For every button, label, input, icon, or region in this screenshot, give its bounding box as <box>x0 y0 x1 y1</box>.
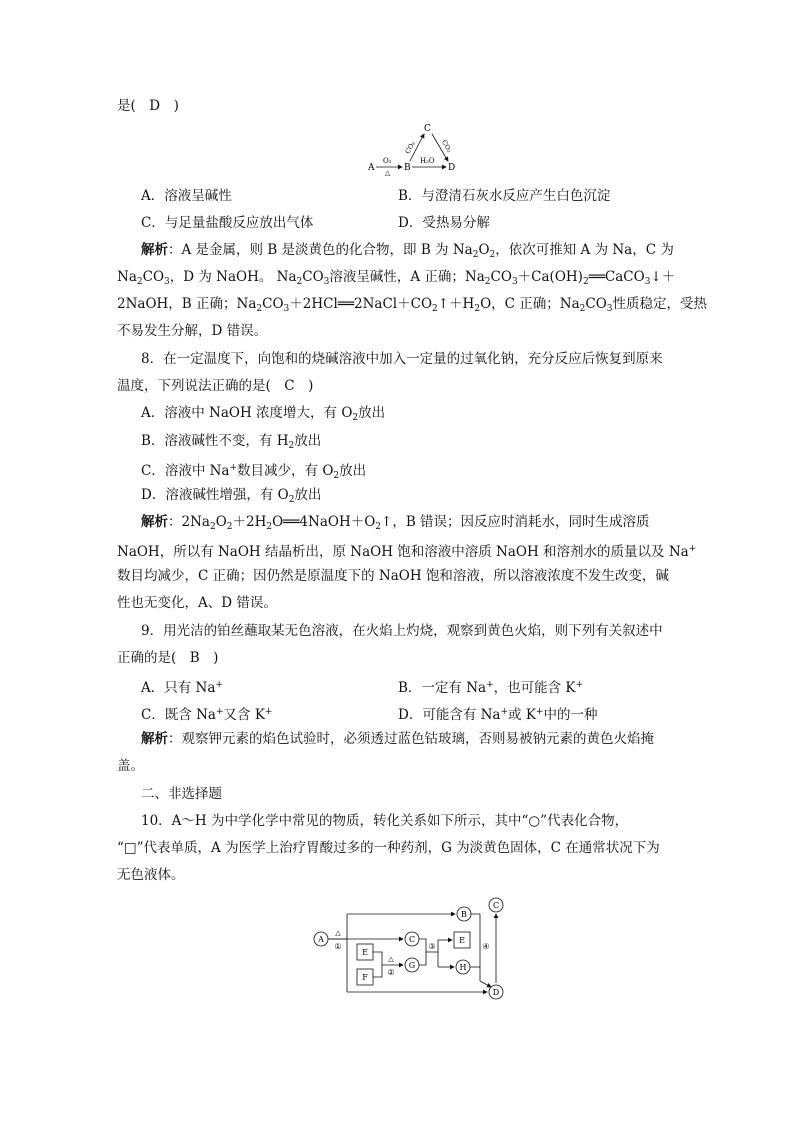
q8-stem-line-1: 8．在一定温度下，向饱和的烧碱溶液中加入一定量的过氧化钠，充分反应后恢复到原来 <box>141 351 663 367</box>
q10-line-to-d-from-b <box>471 914 480 981</box>
q9-analysis-line-2: 盖。 <box>117 758 144 774</box>
q10-label-num-4: ④ <box>482 942 490 951</box>
q7-stem-tail: 是( D ) <box>117 98 179 114</box>
q10-node-f: F <box>362 973 368 982</box>
q10-label-heat-2: △ <box>388 955 394 963</box>
q7-analysis-line-2: $Na_2CO_3$，D 为 NaOH。 $Na_2CO_3$溶液呈碱性，A 正确；$Na_2CO_3+Ca(OH)_2══CaCO_3↓+$ <box>117 269 676 287</box>
q10-label-num-1: ① <box>334 942 342 951</box>
q9-analysis-label: 解析 <box>141 731 168 747</box>
q10-stem-line-1: 10．A～H 为中学化学中常见的物质，转化关系如下所示，其中“○”代表化合物， <box>141 813 629 829</box>
q7-analysis-line-1: 解析：A 是金属，则 B 是淡黄色的化合物，即 B 为 $Na_2O_2$，依次可推知 A 为 Na，C 为 <box>141 242 674 260</box>
q7-reaction-diagram <box>360 118 470 176</box>
q8-option-a: A．溶液中 NaOH 浓度增大，有 $O_2$放出 <box>141 405 386 423</box>
q10-stem-line-2: “□”代表单质，A 为医学上治疗胃酸过多的一种药剂，G 为淡黄色固体，C 在通常状况下为 <box>117 840 660 856</box>
q10-label-num-2: ② <box>387 968 395 977</box>
q9-option-d: D．可能含有 Na+或 K+中的一种 <box>398 707 598 723</box>
q10-node-d: D <box>492 988 500 997</box>
q9-analysis-line-1: 解析：观察钾元素的焰色试验时，必须透过蓝色钴玻璃，否则易被钠元素的黄色火焰掩 <box>141 731 654 747</box>
q7-label-bd: H₂O <box>420 157 435 165</box>
q10-node-c: C <box>408 935 416 944</box>
q8-analysis-line-4: 性也无变化，A、D 错误。 <box>117 595 277 611</box>
q8-option-c: C．溶液中 Na+数目减少，有 $O_2$放出 <box>141 463 367 481</box>
q7-label-bc: CO₂ <box>403 140 417 156</box>
q10-line-cg-merge <box>419 939 426 965</box>
q7-option-b: B．与澄清石灰水反应产生白色沉淀 <box>398 188 611 204</box>
q7-node-a: A <box>368 163 375 173</box>
q8-stem-line-2: 温度，下列说法正确的是( C ) <box>117 378 314 394</box>
q7-label-heat: △ <box>385 169 391 176</box>
q7-node-d: D <box>448 163 456 173</box>
q9-option-a: A．只有 Na+ <box>141 680 223 696</box>
q10-node-e: E <box>362 948 368 957</box>
q7-analysis-line-3: 2NaOH，B 正确；$Na_2CO_3+2HCl══2NaCl+CO_2↑+H_2O$，C 正确；$Na_2CO_3$性质稳定，受热 <box>117 296 708 314</box>
q8-analysis-line-2: NaOH，所以有 NaOH 结晶析出，原 NaOH 饱和溶液中溶质 NaOH 和溶剂水的质量以及 Na+ <box>117 544 697 560</box>
q9-option-c: C．既含 Na+又含 K+ <box>141 707 273 723</box>
q7-analysis-label: 解析 <box>141 242 168 258</box>
q7-option-c: C．与足量盐酸反应放出气体 <box>141 215 314 231</box>
q10-stem-line-3: 无色液体。 <box>117 867 185 883</box>
q7-option-d: D．受热易分解 <box>398 215 490 231</box>
q9-stem-line-2: 正确的是( B ) <box>117 650 219 666</box>
q10-label-heat-1: △ <box>335 929 341 937</box>
q10-line-ef-merge <box>373 952 382 977</box>
q8-analysis-line-1: 解析：$2Na_2O_2+2H_2O══4NaOH+O_2↑$，B 错误；因反应时消耗水，同时生成溶质 <box>141 514 650 532</box>
q10-conversion-diagram <box>310 895 520 1000</box>
q10-line-a-branch <box>328 914 347 992</box>
q7-label-cd: CO₂ <box>440 138 454 154</box>
q8-option-b: B．溶液碱性不变，有 $H_2$放出 <box>141 433 322 451</box>
q9-option-b: B．一定有 Na+，也可能含 K+ <box>398 680 584 696</box>
q10-label-num-3: ③ <box>428 942 436 951</box>
q10-node-c-top: C <box>492 901 500 910</box>
q10-node-g: G <box>408 961 416 970</box>
q10-arrow-to-d-vertical <box>480 981 491 987</box>
q10-node-h: H <box>459 963 467 972</box>
q8-analysis-label: 解析 <box>141 514 168 530</box>
q10-node-a: A <box>318 935 324 944</box>
q10-node-e2: E <box>459 936 465 945</box>
q7-analysis-line-4: 不易发生分解，D 错误。 <box>117 323 268 339</box>
q7-option-a: A．溶液呈碱性 <box>141 188 232 204</box>
section-heading: 二、非选择题 <box>141 786 222 802</box>
q7-node-b: B <box>404 163 411 173</box>
q7-label-o2: O₂ <box>383 157 392 165</box>
q8-option-d: D．溶液碱性增强，有 $O_2$放出 <box>141 487 322 505</box>
q7-node-c: C <box>424 124 431 134</box>
q8-analysis-line-3: 数目均减少，C 正确；因仍然是原温度下的 NaOH 饱和溶液，所以溶液浓度不发生改变，碱 <box>117 568 669 584</box>
q9-stem-line-1: 9．用光洁的铂丝蘸取某无色溶液，在火焰上灼烧，观察到黄色火焰，则下列有关叙述中 <box>141 623 663 639</box>
q10-node-b: B <box>461 910 467 919</box>
